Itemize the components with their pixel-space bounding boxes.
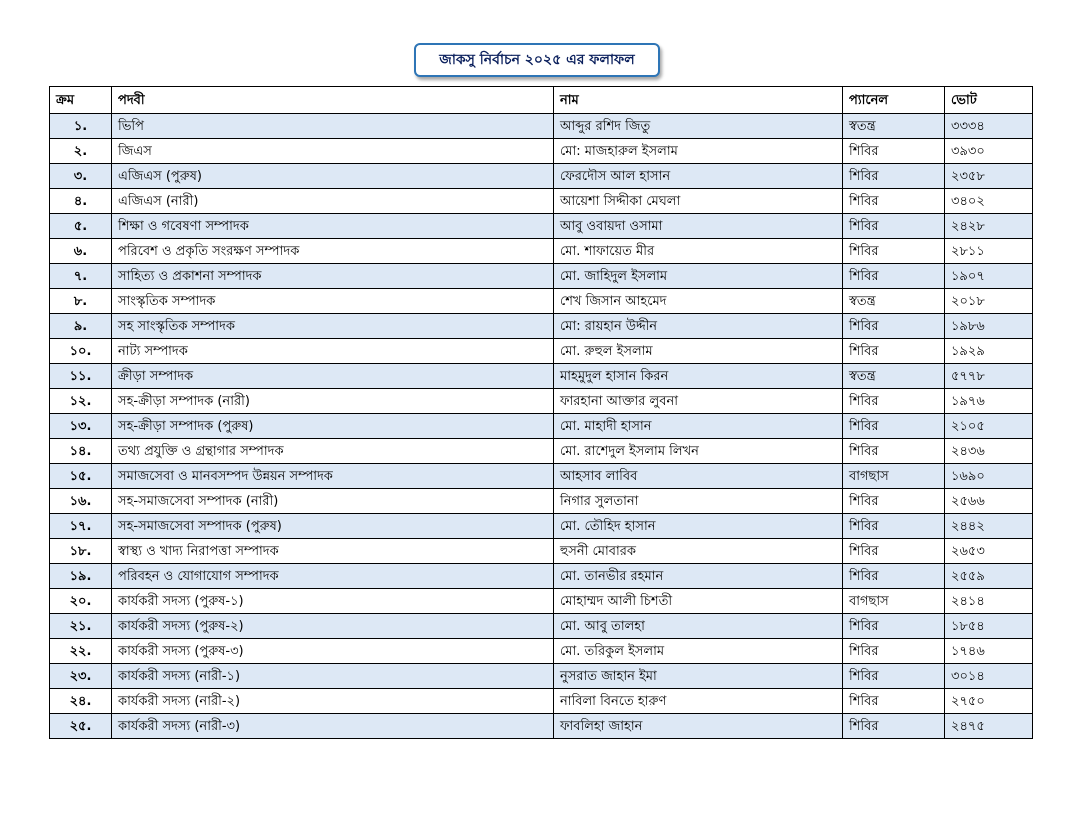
cell-serial: ২৪. — [50, 689, 112, 714]
table-row — [50, 314, 1033, 339]
cell-panel: বাগছাস — [843, 589, 945, 614]
cell-votes: ২৫৫৯ — [945, 564, 1033, 589]
cell-serial: ২২. — [50, 639, 112, 664]
cell-post: জিএস — [112, 139, 554, 164]
cell-name: মো. রুহুল ইসলাম — [554, 339, 843, 364]
cell-votes: ২৪৩৬ — [945, 439, 1033, 464]
cell-name: নিগার সুলতানা — [554, 489, 843, 514]
table-row — [50, 664, 1033, 689]
cell-panel: শিবির — [843, 389, 945, 414]
cell-serial: ৬. — [50, 239, 112, 264]
cell-votes: ৩৪০২ — [945, 189, 1033, 214]
cell-post: কার্যকরী সদস্য (নারী-২) — [112, 689, 554, 714]
cell-votes: ৩০১৪ — [945, 664, 1033, 689]
cell-votes: ২৬৫৩ — [945, 539, 1033, 564]
header-post: পদবী — [112, 87, 554, 114]
cell-serial: ১৩. — [50, 414, 112, 439]
cell-name: মো. তরিকুল ইসলাম — [554, 639, 843, 664]
cell-post: সহ-ক্রীড়া সম্পাদক (পুরুষ) — [112, 414, 554, 439]
cell-panel: শিবির — [843, 664, 945, 689]
cell-post: কার্যকরী সদস্য (নারী-১) — [112, 664, 554, 689]
cell-votes: ১৮৫৪ — [945, 614, 1033, 639]
cell-panel: শিবির — [843, 314, 945, 339]
cell-panel: শিবির — [843, 564, 945, 589]
table-row — [50, 289, 1033, 314]
cell-votes: ১৬৯০ — [945, 464, 1033, 489]
cell-name: মো: রায়হান উদ্দীন — [554, 314, 843, 339]
cell-post: সাংস্কৃতিক সম্পাদক — [112, 289, 554, 314]
cell-votes: ১৯৮৬ — [945, 314, 1033, 339]
cell-serial: ২৩. — [50, 664, 112, 689]
cell-name: ফাবলিহা জাহান — [554, 714, 843, 739]
table-row — [50, 139, 1033, 164]
cell-name: নুসরাত জাহান ইমা — [554, 664, 843, 689]
cell-name: মো. জাহিদুল ইসলাম — [554, 264, 843, 289]
cell-serial: ২. — [50, 139, 112, 164]
cell-panel: স্বতন্ত্র — [843, 114, 945, 139]
cell-panel: শিবির — [843, 714, 945, 739]
cell-serial: ১৭. — [50, 514, 112, 539]
cell-votes: ২৪২৮ — [945, 214, 1033, 239]
table-row — [50, 539, 1033, 564]
cell-panel: শিবির — [843, 164, 945, 189]
cell-panel: স্বতন্ত্র — [843, 364, 945, 389]
cell-name: শেখ জিসান আহমেদ — [554, 289, 843, 314]
cell-panel: শিবির — [843, 214, 945, 239]
cell-post: পরিবেশ ও প্রকৃতি সংরক্ষণ সম্পাদক — [112, 239, 554, 264]
table-row — [50, 164, 1033, 189]
cell-votes: ২৪৭৫ — [945, 714, 1033, 739]
table-row — [50, 339, 1033, 364]
cell-post: ভিপি — [112, 114, 554, 139]
cell-post: সাহিত্য ও প্রকাশনা সম্পাদক — [112, 264, 554, 289]
cell-name: নাবিলা বিনতে হারুণ — [554, 689, 843, 714]
cell-serial: ৯. — [50, 314, 112, 339]
cell-name: আয়েশা সিদ্দীকা মেঘলা — [554, 189, 843, 214]
cell-name: মো. আবু তালহা — [554, 614, 843, 639]
table-row — [50, 589, 1033, 614]
cell-panel: শিবির — [843, 264, 945, 289]
cell-post: এজিএস (পুরুষ) — [112, 164, 554, 189]
table-row — [50, 239, 1033, 264]
cell-serial: ৭. — [50, 264, 112, 289]
title-box — [414, 43, 660, 77]
page-title: জাকসু নির্বাচন ২০২৫ এর ফলাফল — [439, 52, 635, 68]
cell-name: মো. শাফায়েত মীর — [554, 239, 843, 264]
table-row — [50, 439, 1033, 464]
cell-panel: শিবির — [843, 489, 945, 514]
cell-serial: ৫. — [50, 214, 112, 239]
header-name: নাম — [554, 87, 843, 114]
cell-name: আহসাব লাবিব — [554, 464, 843, 489]
cell-serial: ১. — [50, 114, 112, 139]
cell-panel: শিবির — [843, 414, 945, 439]
cell-votes: ১৯০৭ — [945, 264, 1033, 289]
cell-post: এজিএস (নারী) — [112, 189, 554, 214]
table-row — [50, 414, 1033, 439]
cell-serial: ১৮. — [50, 539, 112, 564]
cell-serial: ২৫. — [50, 714, 112, 739]
table-row — [50, 364, 1033, 389]
cell-votes: ২৩৫৮ — [945, 164, 1033, 189]
cell-panel: শিবির — [843, 539, 945, 564]
cell-serial: ১৯. — [50, 564, 112, 589]
cell-post: সহ সাংস্কৃতিক সম্পাদক — [112, 314, 554, 339]
table-row — [50, 114, 1033, 139]
cell-votes: ১৯২৯ — [945, 339, 1033, 364]
cell-name: মো: মাজহারুল ইসলাম — [554, 139, 843, 164]
cell-panel: শিবির — [843, 239, 945, 264]
header-panel: প্যানেল — [843, 87, 945, 114]
cell-name: মো. তানভীর রহমান — [554, 564, 843, 589]
cell-post: তথ্য প্রযুক্তি ও গ্রন্থাগার সম্পাদক — [112, 439, 554, 464]
cell-votes: ২১০৫ — [945, 414, 1033, 439]
cell-panel: শিবির — [843, 189, 945, 214]
cell-post: কার্যকরী সদস্য (পুরুষ-২) — [112, 614, 554, 639]
cell-post: কার্যকরী সদস্য (পুরুষ-১) — [112, 589, 554, 614]
cell-post: সহ-সমাজসেবা সম্পাদক (নারী) — [112, 489, 554, 514]
cell-panel: শিবির — [843, 439, 945, 464]
table-body — [50, 114, 1033, 739]
table-row — [50, 689, 1033, 714]
table-row — [50, 714, 1033, 739]
cell-panel: স্বতন্ত্র — [843, 289, 945, 314]
cell-votes: ২৪৪২ — [945, 514, 1033, 539]
cell-serial: ৪. — [50, 189, 112, 214]
table-row — [50, 564, 1033, 589]
cell-votes: ৫৭৭৮ — [945, 364, 1033, 389]
cell-post: সহ-ক্রীড়া সম্পাদক (নারী) — [112, 389, 554, 414]
cell-votes: ২৭৫০ — [945, 689, 1033, 714]
cell-serial: ১৫. — [50, 464, 112, 489]
cell-name: মো. মাহাদী হাসান — [554, 414, 843, 439]
table-row — [50, 214, 1033, 239]
cell-votes: ১৭৪৬ — [945, 639, 1033, 664]
cell-serial: ১০. — [50, 339, 112, 364]
cell-serial: ১১. — [50, 364, 112, 389]
cell-name: হুসনী মোবারক — [554, 539, 843, 564]
cell-votes: ২৮১১ — [945, 239, 1033, 264]
results-table — [49, 86, 1033, 739]
cell-name: ফারহানা আক্তার লুবনা — [554, 389, 843, 414]
cell-post: ক্রীড়া সম্পাদক — [112, 364, 554, 389]
table-row — [50, 489, 1033, 514]
cell-serial: ২১. — [50, 614, 112, 639]
header-votes: ভোট — [945, 87, 1033, 114]
cell-post: স্বাস্থ্য ও খাদ্য নিরাপত্তা সম্পাদক — [112, 539, 554, 564]
cell-votes: ৩৩৩৪ — [945, 114, 1033, 139]
cell-name: আবু ওবায়দা ওসামা — [554, 214, 843, 239]
table-row — [50, 614, 1033, 639]
table-row — [50, 189, 1033, 214]
cell-votes: ২৪১৪ — [945, 589, 1033, 614]
cell-votes: ২০১৮ — [945, 289, 1033, 314]
cell-post: সমাজসেবা ও মানবসম্পদ উন্নয়ন সম্পাদক — [112, 464, 554, 489]
cell-serial: ২০. — [50, 589, 112, 614]
cell-panel: বাগছাস — [843, 464, 945, 489]
cell-name: ফেরদৌস আল হাসান — [554, 164, 843, 189]
cell-post: শিক্ষা ও গবেষণা সম্পাদক — [112, 214, 554, 239]
table-header-row — [50, 87, 1033, 114]
cell-serial: ১৪. — [50, 439, 112, 464]
table-row — [50, 389, 1033, 414]
cell-serial: ১৬. — [50, 489, 112, 514]
table-row — [50, 464, 1033, 489]
cell-serial: ৮. — [50, 289, 112, 314]
cell-name: মো. রাশেদুল ইসলাম লিখন — [554, 439, 843, 464]
cell-panel: শিবির — [843, 639, 945, 664]
cell-post: সহ-সমাজসেবা সম্পাদক (পুরুষ) — [112, 514, 554, 539]
cell-votes: ২৫৬৬ — [945, 489, 1033, 514]
cell-name: মাহমুদুল হাসান কিরন — [554, 364, 843, 389]
table-row — [50, 639, 1033, 664]
cell-post: কার্যকরী সদস্য (নারী-৩) — [112, 714, 554, 739]
cell-panel: শিবির — [843, 514, 945, 539]
cell-serial: ৩. — [50, 164, 112, 189]
table-row — [50, 514, 1033, 539]
cell-panel: শিবির — [843, 614, 945, 639]
header-serial: ক্রম — [50, 87, 112, 114]
cell-name: মোহাম্মদ আলী চিশতী — [554, 589, 843, 614]
cell-serial: ১২. — [50, 389, 112, 414]
cell-post: কার্যকরী সদস্য (পুরুষ-৩) — [112, 639, 554, 664]
cell-name: আব্দুর রশিদ জিতু — [554, 114, 843, 139]
cell-panel: শিবির — [843, 689, 945, 714]
cell-votes: ৩৯৩০ — [945, 139, 1033, 164]
cell-panel: শিবির — [843, 339, 945, 364]
cell-votes: ১৯৭৬ — [945, 389, 1033, 414]
cell-name: মো. তৌহিদ হাসান — [554, 514, 843, 539]
table-row — [50, 264, 1033, 289]
cell-panel: শিবির — [843, 139, 945, 164]
cell-post: নাট্য সম্পাদক — [112, 339, 554, 364]
cell-post: পরিবহন ও যোগাযোগ সম্পাদক — [112, 564, 554, 589]
